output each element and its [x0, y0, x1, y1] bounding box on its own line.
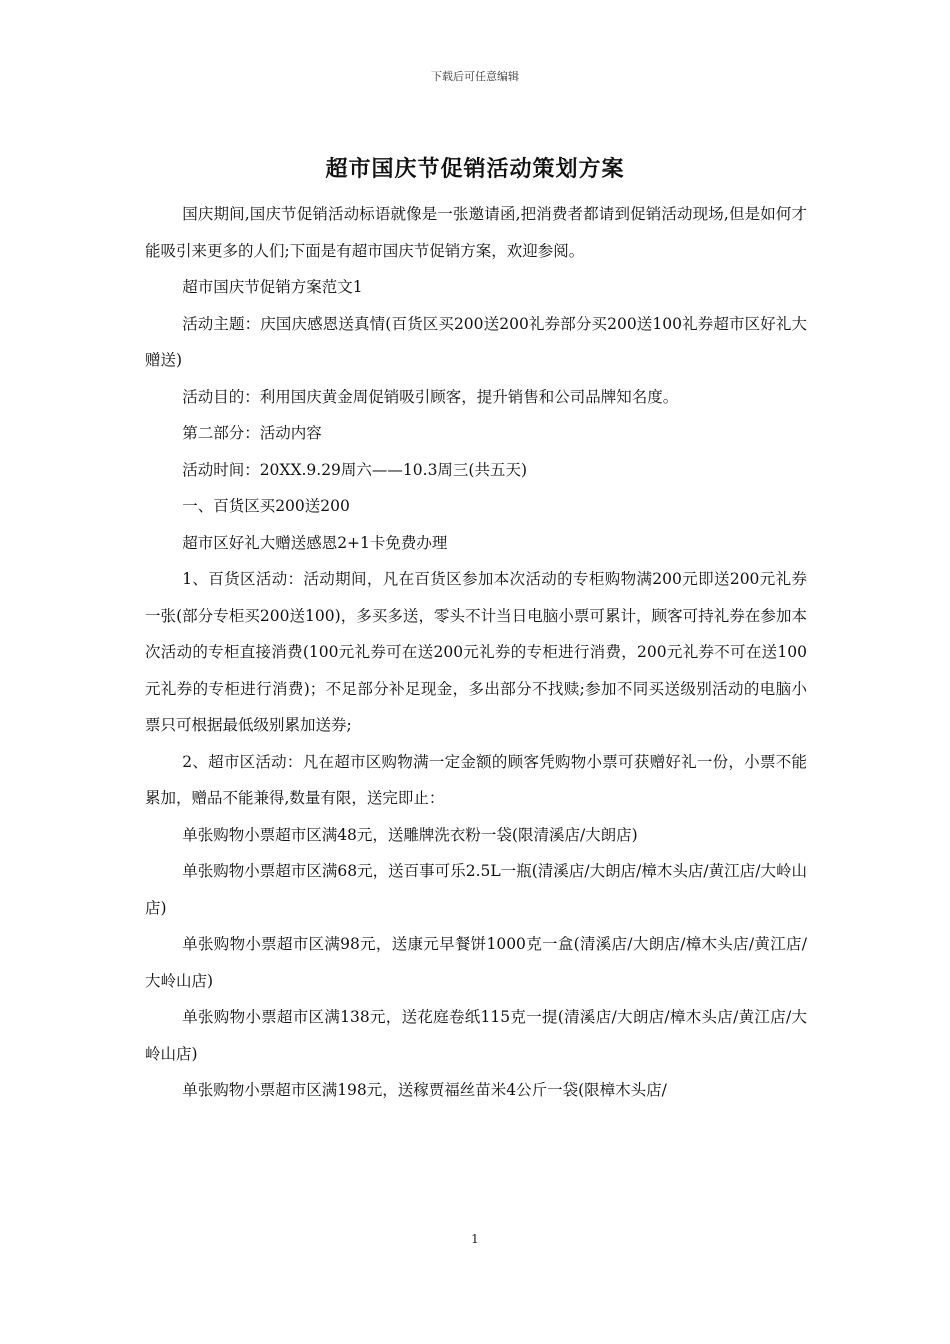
paragraph-card-offer: 超市区好礼大赠送感恩2+1卡免费办理 — [182, 533, 448, 552]
paragraph-tier-198: 单张购物小票超市区满198元，送稼贾福丝苗米4公斤一袋(限樟木头店/ — [182, 1081, 667, 1099]
paragraph-dept-offer: 一、百货区买200送200 — [182, 497, 350, 515]
paragraph-sample-heading: 超市国庆节促销方案范文1 — [182, 278, 363, 296]
document-title: 超市国庆节促销活动策划方案 — [325, 156, 625, 182]
paragraph-intro: 国庆期间,国庆节促销活动标语就像是一张邀请函,把消费者都请到促销活动现场,但是如何才能吸引来更多的人们;下面是有超市国庆节促销方案，欢迎参阅。 — [145, 205, 807, 260]
paragraph-supermarket-activity: 2、超市区活动：凡在超市区购物满一定金额的顾客凭购物小票可获赠好礼一份，小票不能累加，赠品不能兼得,数量有限，送完即止： — [145, 752, 807, 807]
paragraph-tier-48: 单张购物小票超市区满48元，送雕牌洗衣粉一袋(限清溪店/大朗店) — [182, 825, 638, 844]
document-body — [145, 196, 807, 1109]
header-note: 下载后可任意编辑 — [431, 70, 519, 83]
paragraph-tier-98: 单张购物小票超市区满98元，送康元早餐饼1000克一盒(清溪店/大朗店/樟木头店/黄江店/大岭山店) — [145, 935, 807, 990]
paragraph-section-two: 第二部分：活动内容 — [182, 424, 322, 442]
paragraph-tier-68: 单张购物小票超市区满68元，送百事可乐2.5L一瓶(清溪店/大朗店/樟木头店/黄江店/大岭山店) — [145, 862, 807, 917]
page-number: 1 — [471, 1232, 479, 1246]
paragraph-theme: 活动主题：庆国庆感恩送真情(百货区买200送200礼券部分买200送100礼券超市区好礼大赠送) — [145, 314, 807, 369]
paragraph-time: 活动时间：20XX.9.29周六——10.3周三(共五天) — [182, 460, 528, 479]
paragraph-purpose: 活动目的：利用国庆黄金周促销吸引顾客，提升销售和公司品牌知名度。 — [182, 387, 679, 406]
paragraph-dept-activity: 1、百货区活动：活动期间，凡在百货区参加本次活动的专柜购物满200元即送200元礼券一张(部分专柜买200送100)，多买多送，零头不计当日电脑小票可累计，顾客可持礼券在参加本次活动的专柜直接消费(100元礼券可在送200元礼券的专柜进行消费，200元礼券不可在送100元礼券的专柜进行消费)；不足部分补足现金，多出部分不找赎;参加不同买送级别活动的电脑小票只可根据最低级别累加送券; — [145, 570, 807, 734]
paragraph-tier-138: 单张购物小票超市区满138元，送花庭卷纸115克一提(清溪店/大朗店/樟木头店/黄江店/大岭山店) — [145, 1008, 807, 1063]
